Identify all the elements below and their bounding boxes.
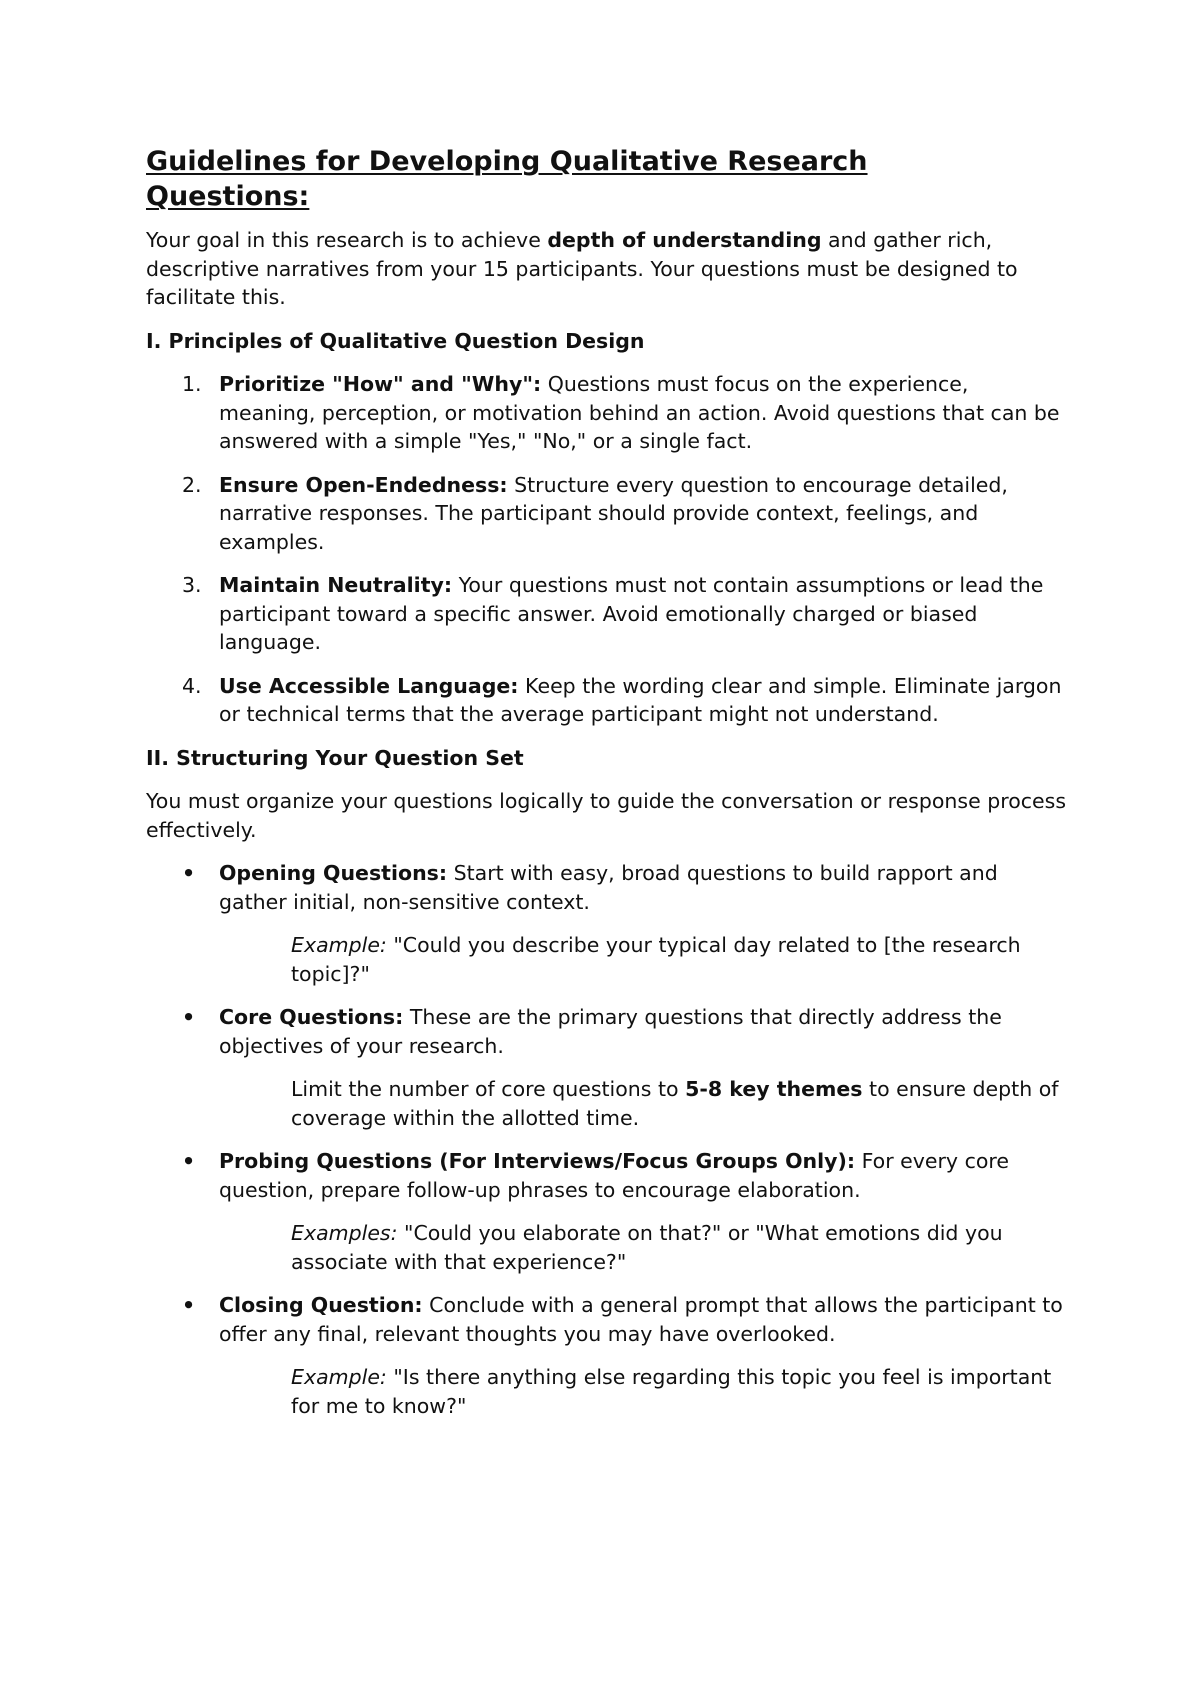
structuring-list [146,859,1066,1420]
item-label: Probing Questions (For Interviews/Focus Groups Only): [219,1149,856,1173]
list-item [146,859,1066,916]
item-label: Core Questions: [219,1005,404,1029]
section-heading-structuring: II. Structuring Your Question Set [146,745,524,770]
example-label: Example: [291,933,387,957]
list-item [146,1003,1066,1060]
item-label: Ensure Open-Endedness: [219,472,508,497]
example-note [146,1363,1066,1420]
example-label: Example: [291,1365,387,1389]
item-text: For every core question, prepare follow-up phrases to encourage elaboration. [219,1149,1009,1202]
document-title: Guidelines for Developing Qualitative Research Questions: [146,146,868,212]
intro-text-after: and gather rich, descriptive narratives from your 15 participants. Your questions must be designed to facilitate this. [146,228,1018,309]
structuring-intro: You must organize your questions logically to guide the conversation or response process effectively. [146,789,1066,842]
bullet-icon: • [182,1005,196,1029]
list-number: 4. [182,673,202,698]
intro-text-before: Your goal in this research is to achieve [146,228,548,252]
intro-paragraph [146,226,1066,312]
example-note [146,1219,1066,1276]
item-label: Maintain Neutrality: [219,573,453,597]
note-text-after: to ensure depth of coverage within the allotted time. [291,1077,1059,1130]
list-item [146,672,1066,729]
example-text: "Could you elaborate on that?" or "What emotions did you associate with that experience?" [291,1221,1003,1274]
example-label: Examples: [291,1221,398,1245]
example-text: "Could you describe your typical day related to [the research topic]?" [291,933,1021,986]
item-label: Prioritize "How" and "Why": [219,372,542,396]
example-note [146,931,1066,988]
item-text: Conclude with a general prompt that allows the participant to offer any final, relevant thoughts you may have overlooked. [219,1293,1063,1346]
item-text: Questions must focus on the experience, meaning, perception, or motivation behind an action. Avoid questions that can be answered with a simple "Yes," "No," or a single fact. [219,372,1060,453]
item-text: These are the primary questions that directly address the objectives of your research. [219,1005,1002,1058]
bullet-icon: • [182,1149,196,1173]
list-number: 1. [182,372,202,396]
list-number: 3. [182,573,202,597]
list-item [146,370,1066,456]
list-item [146,571,1066,657]
principles-list [146,370,1066,729]
bullet-icon: • [182,861,196,885]
item-text: Keep the wording clear and simple. Eliminate jargon or technical terms that the average participant might not understand. [219,673,1062,726]
item-label: Use Accessible Language: [219,673,519,698]
list-item [146,471,1066,557]
intro-emphasis: depth of understanding [547,228,822,252]
list-number: 2. [182,472,202,497]
list-item [146,1291,1066,1348]
item-label: Closing Question: [219,1293,423,1317]
note-emphasis: 5-8 key themes [685,1077,863,1101]
core-limit-note [146,1075,1066,1132]
list-item [146,1147,1066,1204]
item-label: Opening Questions: [219,861,448,885]
section-heading-principles: I. Principles of Qualitative Question Design [146,328,645,353]
item-text: Structure every question to encourage detailed, narrative responses. The participant should provide context, feelings, and examples. [219,472,1008,554]
bullet-icon: • [182,1293,196,1317]
example-text: "Is there anything else regarding this topic you feel is important for me to know?" [291,1365,1052,1418]
item-text: Your questions must not contain assumptions or lead the participant toward a specific answer. Avoid emotionally charged or biased language. [219,573,1044,654]
note-text-before: Limit the number of core questions to [291,1077,686,1101]
item-text: Start with easy, broad questions to build rapport and gather initial, non-sensitive context. [219,861,998,914]
document-page [146,144,1066,1435]
